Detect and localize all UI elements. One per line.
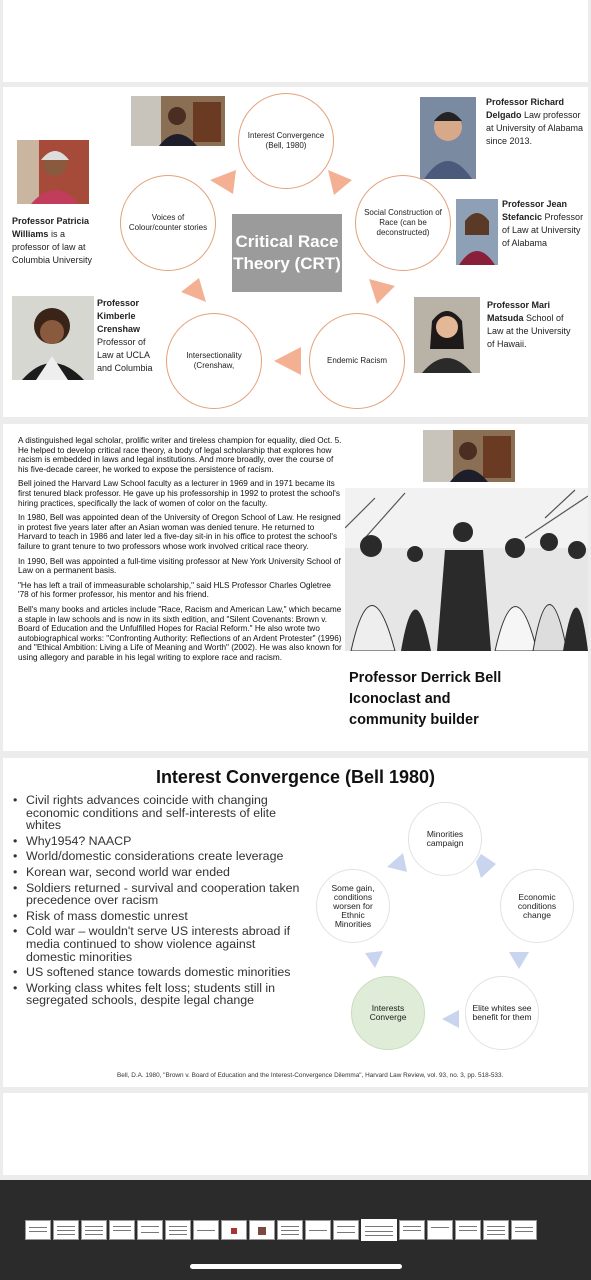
slide-thumbnail[interactable] — [25, 1220, 51, 1240]
bullet-item: • Soldiers returned - survival and cooperation taken precedence over racism — [11, 882, 306, 907]
arrow-icon — [210, 170, 236, 194]
delgado-name: Professor Richard Delgado — [486, 97, 565, 120]
cycle-minorities-campaign: Minorities campaign — [408, 802, 482, 876]
ic-cycle-arrows — [3, 758, 588, 1087]
slide-thumbnail[interactable] — [221, 1220, 247, 1240]
arrow-icon — [476, 854, 496, 878]
home-indicator[interactable] — [190, 1264, 402, 1269]
slide-thumbnail[interactable] — [399, 1220, 425, 1240]
cycle-some-gain: Some gain, conditions worsen for Ethnic Minorities — [316, 869, 390, 943]
williams-name: Professor Patricia Williams — [12, 216, 90, 239]
circle-intersectionality: Intersectionality (Crenshaw, — [166, 313, 262, 409]
slide-title: Interest Convergence (Bell 1980) — [155, 767, 436, 787]
slide-thumbnail[interactable] — [333, 1220, 359, 1240]
thumbnail-strip[interactable] — [25, 1220, 537, 1242]
williams-photo — [17, 140, 89, 204]
slide-thumbnail[interactable] — [53, 1220, 79, 1240]
slide-thumbnail[interactable] — [109, 1220, 135, 1240]
bullet-item: • Working class whites felt loss; students still in segregated schools, despite legal change — [11, 982, 306, 1007]
arrow-icon — [328, 170, 352, 195]
circle-voices: Voices of Colour/counter stories — [120, 175, 216, 271]
arrow-icon — [181, 278, 206, 302]
matsuda-caption — [487, 299, 577, 351]
stefancic-caption — [502, 198, 586, 250]
arrow-icon — [509, 952, 529, 969]
cycle-interests-converge: Interests Converge — [351, 976, 425, 1050]
bio-paragraph: Bell joined the Harvard Law School faculty as a lecturer in 1969 and in 1971 became its first tenured black professor. He gave up his professorship in 1992 to protest the school's hiring practices, specifically the lack of women of color on the faculty. — [18, 479, 340, 508]
matsuda-photo — [414, 297, 480, 373]
slide-thumbnail[interactable] — [305, 1220, 331, 1240]
crenshaw-desc: Professor of Law at UCLA and Columbia — [97, 337, 153, 373]
slide-thumbnail-selected[interactable] — [361, 1219, 397, 1241]
circle-endemic-racism: Endemic Racism — [309, 313, 405, 409]
bio-paragraph: In 1990, Bell was appointed a full-time visiting professor at New York University School of Law on a permanent basis. — [18, 556, 341, 576]
bullet-item: • Korean war, second world war ended — [11, 866, 306, 879]
bell-biography — [18, 436, 343, 667]
derrick-bell-photo — [131, 96, 225, 146]
bullet-item: • World/domestic considerations create leverage — [11, 850, 306, 863]
bell-caption-line: Professor Derrick Bell — [349, 670, 502, 686]
crt-center-box: Critical Race Theory (CRT) — [232, 214, 342, 292]
circle-social-construction: Social Construction of Race (can be deconstructed) — [355, 175, 451, 271]
bullet-item: • Risk of mass domestic unrest — [11, 910, 306, 923]
slide-thumbnail[interactable] — [249, 1220, 275, 1240]
delgado-caption — [486, 96, 586, 148]
bio-paragraph: A distinguished legal scholar, prolific writer and tireless champion for equality, died Oct. 5. He helped to develop critical race theory, a body of legal scholarship that explores how racism is embedded in laws and legal institutions. And more broadly, over the course of his five-decade career, he worked to expose the persistence of racism. — [18, 436, 342, 474]
bio-paragraph: In 1980, Bell was appointed dean of the University of Oregon School of Law. He resigned in protest five years later after an Asian woman was denied tenure. He returned to Harvard to teach in 1986 and later led a five-day sit-in in his office to protest the school's failure to grant tenure to two professors whose work involved critical race theory. — [18, 513, 341, 551]
matsuda-name: Professor Mari Matsuda — [487, 300, 551, 323]
bullet-item: • Civil rights advances coincide with changing economic conditions and self-interests of elite whites — [11, 794, 306, 832]
crenshaw-name: Professor Kimberle Crenshaw — [97, 298, 141, 334]
matsuda-desc: School of Law at the University of Hawaii. — [487, 313, 571, 349]
bell-caption-line: Iconoclast and — [349, 691, 451, 707]
arrow-icon — [369, 279, 395, 304]
circle-interest-convergence: Interest Convergence (Bell, 1980) — [238, 93, 334, 189]
stefancic-desc: Professor of Law at University of Alabama — [502, 212, 584, 248]
slide-thumbnail[interactable] — [427, 1220, 453, 1240]
bell-caption — [349, 668, 501, 731]
slide-derrick-bell[interactable] — [3, 424, 588, 751]
slide-thumbnail[interactable] — [455, 1220, 481, 1240]
citation: Bell, D.A. 1980, "Brown v. Board of Education and the Interest-Convergence Dilemma", Harvard Law Review, vol. 93, no. 3, pp. 518-533. — [117, 1072, 504, 1079]
williams-caption — [12, 215, 104, 267]
crenshaw-photo — [12, 296, 94, 380]
bullet-item: • US softened stance towards domestic minorities — [11, 966, 306, 979]
delgado-desc: Law professor at University of Alabama since 2013. — [486, 110, 584, 146]
slide-thumbnail[interactable] — [277, 1220, 303, 1240]
arrow-icon — [274, 347, 301, 375]
cycle-economic-conditions: Economic conditions change — [500, 869, 574, 943]
slide-thumbnail[interactable] — [81, 1220, 107, 1240]
slide-thumbnail[interactable] — [193, 1220, 219, 1240]
slide-thumbnail[interactable] — [137, 1220, 163, 1240]
arrow-icon — [365, 951, 383, 968]
delgado-photo — [420, 97, 476, 179]
bio-paragraph: Bell's many books and articles include "Race, Racism and American Law," which became a staple in law schools and is now in its sixth edition, and "Silent Covenants: Brown v. Board of Education and the Unfulfilled Hopes for Racial Reform." He also wrote two autobiographical works: "Confronting Authority: Reflections of an Ardent Protester" (1996) and "Ethical Ambition: Living a Life of Meaning and Worth" (2002). He was also known for using allegory and parable in his legal writing to explore race and racism. — [18, 604, 342, 662]
crenshaw-caption — [97, 297, 163, 375]
slide-interest-convergence[interactable] — [3, 758, 588, 1087]
slide-thumbnail[interactable] — [511, 1220, 537, 1240]
bell-caption-line: community builder — [349, 712, 479, 728]
williams-desc: is a professor of law at Columbia University — [12, 229, 93, 265]
slide-thumbnail[interactable] — [483, 1220, 509, 1240]
slide-previous — [3, 0, 588, 82]
slide-thumbnail[interactable] — [165, 1220, 191, 1240]
bell-portrait — [423, 430, 515, 482]
slide-critical-race-theory[interactable] — [3, 87, 588, 417]
thumbnail-bar — [0, 1180, 591, 1280]
slide-blank[interactable] — [3, 1093, 588, 1175]
bio-paragraph: "He has left a trail of immeasurable scholarship," said HLS Professor Charles Ogletree '78 of his former professor, his mentor and his friend. — [18, 580, 331, 600]
stefancic-photo — [456, 199, 498, 265]
cycle-elite-whites: Elite whites see benefit for them — [465, 976, 539, 1050]
stefancic-name: Professor Jean Stefancic — [502, 199, 568, 222]
arrow-icon — [387, 853, 407, 872]
arrow-icon — [442, 1010, 459, 1028]
bell-march-photo — [345, 488, 588, 651]
bullet-item: • Cold war – wouldn't serve US interests abroad if media continued to show violence against domestic minorities — [11, 925, 306, 963]
bullet-item: • Why1954? NAACP — [11, 835, 306, 848]
